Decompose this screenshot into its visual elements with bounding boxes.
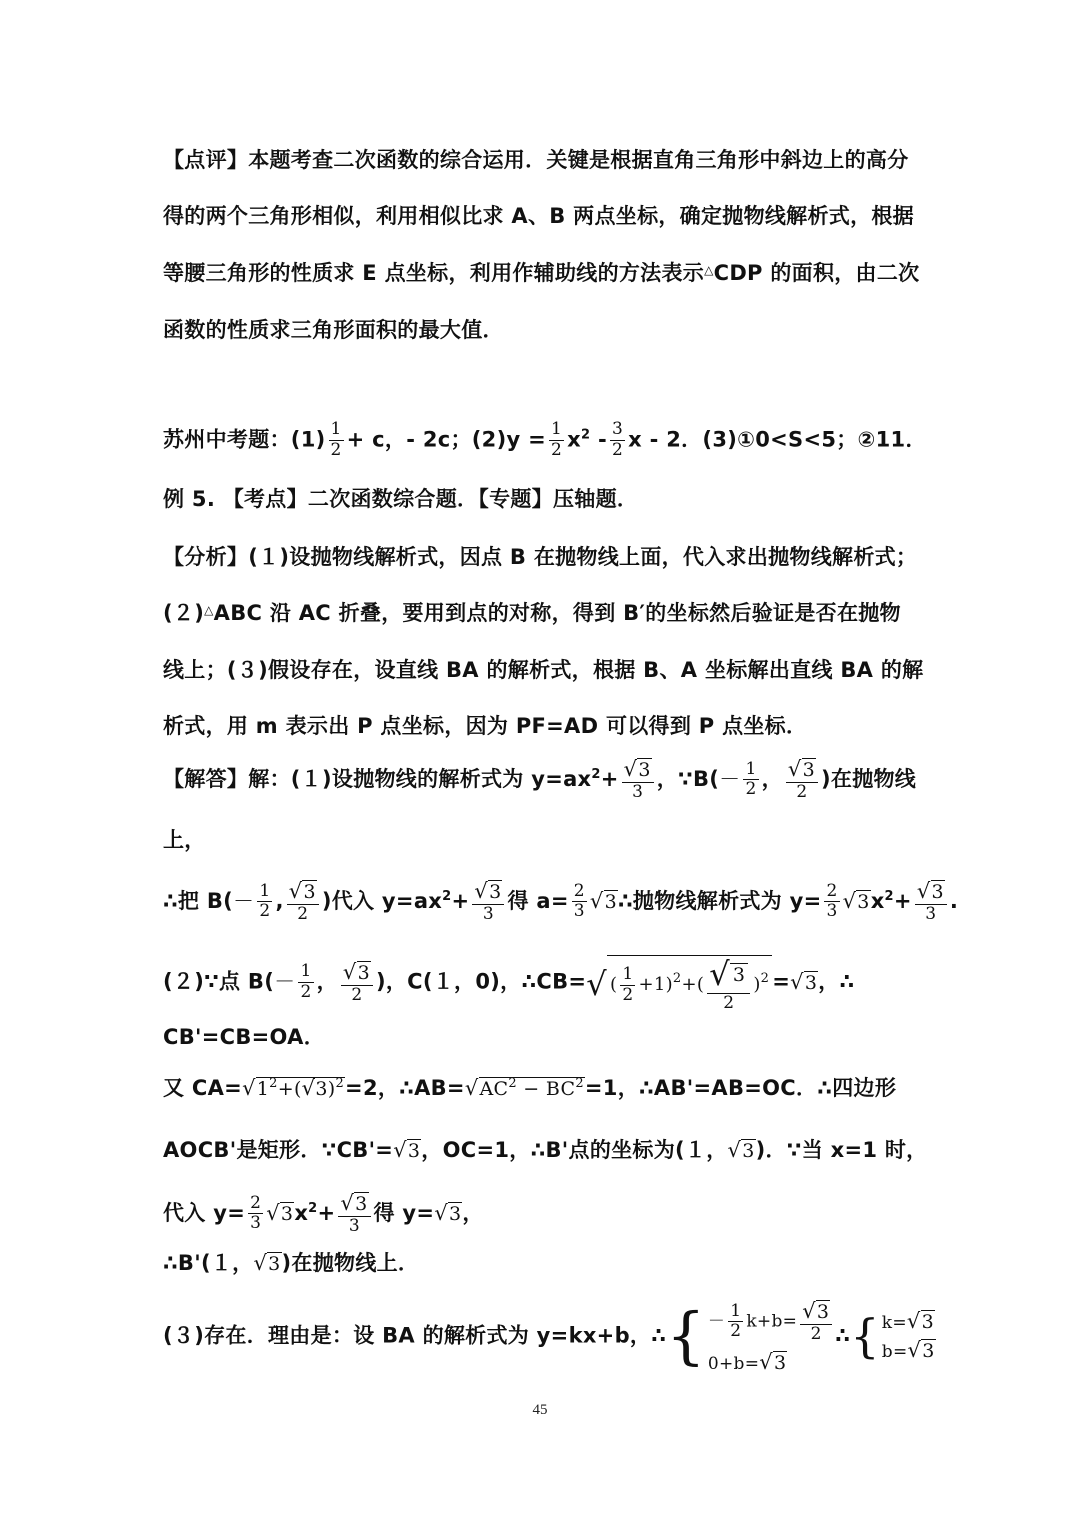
analysis-line-3: 线上；(３)假设存在，设直线 BA 的解析式，根据 B、A 坐标解出直线 BA 的解: [163, 658, 924, 682]
fraction: $\frac{1}{2}$: [330, 419, 342, 460]
solution-line-5: CB'=CB=OA．: [163, 1025, 325, 1049]
fraction: $\frac{3}{2}$: [612, 419, 624, 460]
review-line-3: 等腰三角形的性质求 E 点坐标，利用作辅助线的方法表示△CDP 的面积，由二次: [163, 261, 920, 285]
equation-system-1: { － $\frac{1}{2}$ k+b= $\frac{√3}{2}$ 0+b=√3: [666, 1300, 835, 1373]
solution-line-8: 代入 y= $\frac{2}{3}$ $√3x^2+$ $\frac{√3}{3}$ 得 y=√3，: [163, 1191, 484, 1236]
suzhou-answer: 苏州中考题：(1) $\frac{1}{2}$ + c，- 2c；(2)y = $\frac{1}{2}$ $x^2$ - $\frac{3}{2}$ x - 2．(3)①0<S<5；②11．: [163, 419, 927, 460]
example5-title: 例 5. 【考点】二次函数综合题．【专题】压轴题．: [163, 487, 639, 511]
solution-line-7: AOCB'是矩形．∵CB'=√3，OC=1，∴B'点的坐标为(１，√3)．∵当 x=1 时，: [163, 1138, 928, 1162]
review-line-2: 得的两个三角形相似，利用相似比求 A、B 两点坐标，确定抛物线解析式，根据: [163, 204, 914, 228]
solution-line-2: 上，: [163, 828, 206, 852]
analysis-line-4: 析式，用 m 表示出 P 点坐标，因为 PF=AD 可以得到 P 点坐标．: [163, 714, 808, 738]
solution-line-10: (３)存在．理由是：设 BA 的解析式为 y=kx+b，∴ { － $\frac{1}{2}$ k+b= $\frac{√3}{2}$ 0+b=√3 ∴ { k=√3 b=√3: [163, 1299, 935, 1374]
fraction: $\frac{1}{2}$: [551, 419, 563, 460]
analysis-line-2: (２)△ABC 沿 AC 折叠，要用到点的对称，得到 B′的坐标然后验证是否在抛物: [163, 601, 901, 625]
solution-line-1: 【解答】解：(１)设抛物线的解析式为 $y=ax^2+$ $\frac{√3}{3}$ ，∵B(－ $\frac{1}{2}$ ， $\frac{√3}{2}$ )在抛物线: [163, 757, 917, 802]
solution-line-3: ∴把 B(－ $\frac{1}{2}$ , $\frac{√3}{2}$ )代入 $y=ax^2+$ $\frac{√3}{3}$ 得 a= $\frac{2}{3}$ √3∴抛物线解析式为 y= $\frac{2}{3}$ $√3x^2+$ $\frac{√3}{3}$ .: [163, 879, 959, 924]
solution-line-4: (２)∵点 B(－ $\frac{1}{2}$ ， $\frac{√3}{2}$ )，C(１，0)，∴CB=√ ( $\frac{1}{2}$ +1)$^2$+( $\frac{√ 3}{2}$ )$^2$ =√3，∴: [163, 955, 855, 1013]
solution-line-9: ∴B'(１，√3)在抛物线上．: [163, 1251, 420, 1275]
review-line-1: 【点评】本题考查二次函数的综合运用．关键是根据直角三角形中斜边上的高分: [163, 148, 909, 172]
review-line-4: 函数的性质求三角形面积的最大值．: [163, 318, 504, 342]
solution-line-6: 又 $CA=√1^2+(√3)^2=2$，$\therefore AB=√AC^2 - BC^2=1$，∴AB'=AB=OC．∴四边形: [163, 1076, 897, 1100]
page-number: 45: [532, 1402, 548, 1418]
equation-system-2: { k=√3 b=√3: [850, 1309, 935, 1364]
analysis-line-1: 【分析】(１)设抛物线解析式，因点 B 在抛物线上面，代入求出抛物线解析式；: [163, 545, 918, 569]
